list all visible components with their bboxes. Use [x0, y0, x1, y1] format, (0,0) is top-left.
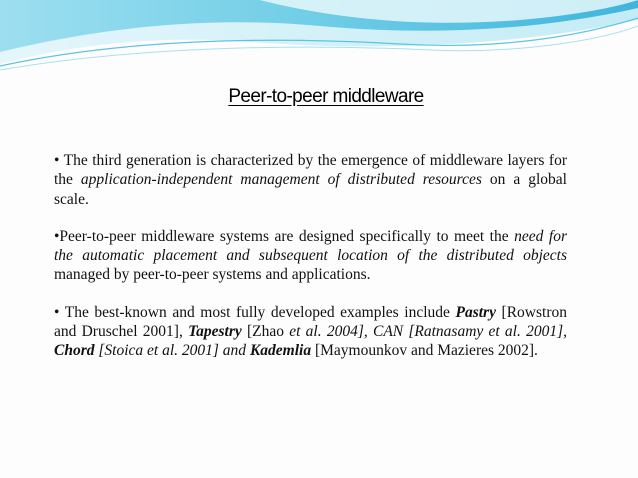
bullet-2-emphasis: need for the automatic placement and subsequent location of the distributed objects	[54, 227, 567, 265]
bullet-1	[54, 151, 567, 209]
bullet-3	[54, 303, 567, 361]
citation-maymounkov: [Maymounkov and Mazieres 2002].	[311, 342, 538, 360]
header-wave-decoration	[0, 0, 638, 80]
example-pastry: Pastry	[455, 303, 496, 321]
bullet-2-text-b: managed by peer-to-peer systems and applications.	[54, 266, 371, 284]
bullet-2-text-a: •Peer-to-peer middleware systems are designed specifically to meet the	[54, 227, 515, 245]
bullet-1-text-a: • The third generation is characterized by the emergence of middleware layers for the	[54, 152, 567, 189]
bullet-1-emphasis: application-independent management of distributed resources	[80, 171, 482, 189]
citation-stoica: [Stoica et al. 2001] and	[94, 342, 250, 360]
example-kademlia: Kademlia	[249, 342, 312, 360]
slide-body	[54, 151, 567, 361]
citation-zhao-b: et al. 2004], CAN [Ratnasamy et al. 2001],	[289, 323, 567, 341]
bullet-2	[54, 227, 567, 285]
example-tapestry: Tapestry	[188, 323, 242, 341]
citation-rowstron: [Rowstron and Druschel 2001],	[54, 303, 567, 341]
bullet-3-text-a: • The best-known and most fully developed examples include	[54, 303, 456, 321]
example-chord: Chord	[54, 342, 95, 360]
citation-zhao-a: [Zhao	[241, 323, 290, 341]
slide-title: Peer-to-peer middleware	[228, 86, 424, 107]
bullet-1-text-b: on a global scale.	[54, 171, 567, 208]
